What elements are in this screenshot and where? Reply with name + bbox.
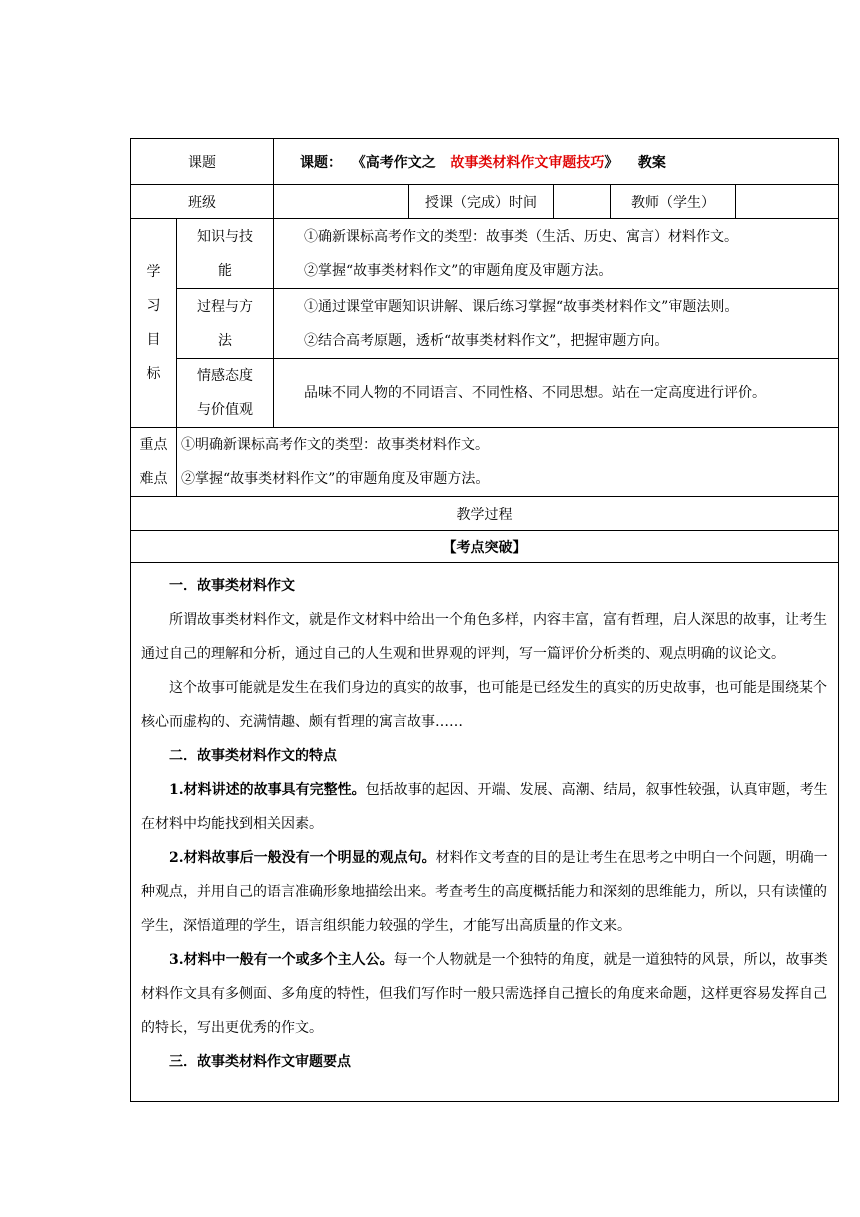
feature-2-bold: 2.材料故事后一般没有一个明显的观点句。 xyxy=(169,850,436,866)
feature-2-text: 材料作文考查的目的是让考生在思考之中明白一个问题，明确一种观点，并用自己的语言准确形象地描绘出来。考查考生的高度概括能力和深刻的思维能力，所以，只有读懂的学生，深悟道理的学生，语言组织能力较强的学生，才能写出高质量的作文来。 xyxy=(141,850,828,934)
paragraph-2: 这个故事可能就是发生在我们身边的真实的故事，也可能是已经发生的真实的历史故事，也可能是围绕某个核心而虚构的、充满情趣、颇有哲理的寓言故事…… xyxy=(141,680,827,730)
objective-label-emotion: 情感态度 与价值观 xyxy=(177,359,274,428)
feature-1-bold: 1.材料讲述的故事具有完整性。 xyxy=(169,782,366,798)
section-title: 【考点突破】 xyxy=(131,531,839,563)
title-highlight: 故事类材料作文审题技巧 xyxy=(450,154,605,171)
topic-label: 课题 xyxy=(131,139,274,185)
objective-row-process xyxy=(131,289,839,359)
process-title-row xyxy=(131,497,839,531)
title-prefix: 课题： xyxy=(300,154,342,171)
feature-3-text: 每一个人物就是一个独特的角度，就是一道独特的风景，所以，故事类材料作文具有多侧面、多角度的特性，但我们写作时一般只需选择自己擅长的角度来命题，这样更容易发挥自己的特长，写出更优秀的作文。 xyxy=(141,952,828,1036)
feature-1-text: 包括故事的起因、开端、发展、高潮、结局，叙事性较强，认真审题，考生在材料中均能找到相关因素。 xyxy=(141,782,828,832)
class-row xyxy=(131,185,839,219)
keypoints-label: 重点 难点 xyxy=(131,428,177,497)
time-label: 授课（完成）时间 xyxy=(409,185,554,219)
title-open: 《高考作文之 xyxy=(351,154,436,171)
lesson-plan-table xyxy=(130,138,839,1102)
teacher-label: 教师（学生） xyxy=(611,185,736,219)
process-title: 教学过程 xyxy=(131,497,839,531)
teacher-value xyxy=(736,185,839,219)
feature-1 xyxy=(141,773,830,841)
heading-2: 二．故事类材料作文的特点 xyxy=(169,748,337,764)
objectives-group-label: 学 习 目 标 xyxy=(131,219,177,428)
title-suffix: 教案 xyxy=(637,154,666,171)
content-body xyxy=(131,563,839,1102)
objective-row-emotion xyxy=(131,359,839,428)
keypoints-text: ①明确新课标高考作文的类型：故事类材料作文。 ②掌握“故事类材料作文”的审题角度及审题方法。 xyxy=(177,428,839,497)
content-row xyxy=(131,563,839,1102)
paragraph-1: 所谓故事类材料作文，就是作文材料中给出一个角色多样，内容丰富，富有哲理，启人深思的故事，让考生通过自己的理解和分析，通过自己的人生观和世界观的评判，写一篇评价分析类的、观点明确的议论文。 xyxy=(141,612,827,662)
lesson-title xyxy=(274,139,839,185)
objective-label-process: 过程与方 法 xyxy=(177,289,274,359)
section-title-row xyxy=(131,531,839,563)
heading-3: 三．故事类材料作文审题要点 xyxy=(169,1054,351,1070)
class-label: 班级 xyxy=(131,185,274,219)
time-value xyxy=(554,185,611,219)
feature-3 xyxy=(141,943,830,1045)
objective-text-process: ①通过课堂审题知识讲解、课后练习掌握“故事类材料作文”审题法则。 ②结合高考原题，透析“故事类材料作文”，把握审题方向。 xyxy=(274,289,839,359)
feature-3-bold: 3.材料中一般有一个或多个主人公。 xyxy=(169,952,394,968)
feature-2 xyxy=(141,841,830,943)
title-close: 》 xyxy=(604,154,619,171)
objective-label-knowledge: 知识与技 能 xyxy=(177,219,274,289)
class-value xyxy=(274,185,409,219)
objective-text-emotion: 品味不同人物的不同语言、不同性格、不同思想。站在一定高度进行评价。 xyxy=(274,359,839,428)
objective-row-knowledge xyxy=(131,219,839,289)
keypoints-row xyxy=(131,428,839,497)
heading-1: 一．故事类材料作文 xyxy=(169,578,295,594)
objective-text-knowledge: ①确新课标高考作文的类型：故事类（生活、历史、寓言）材料作文。 ②掌握“故事类材料作文”的审题角度及审题方法。 xyxy=(274,219,839,289)
title-row xyxy=(131,139,839,185)
